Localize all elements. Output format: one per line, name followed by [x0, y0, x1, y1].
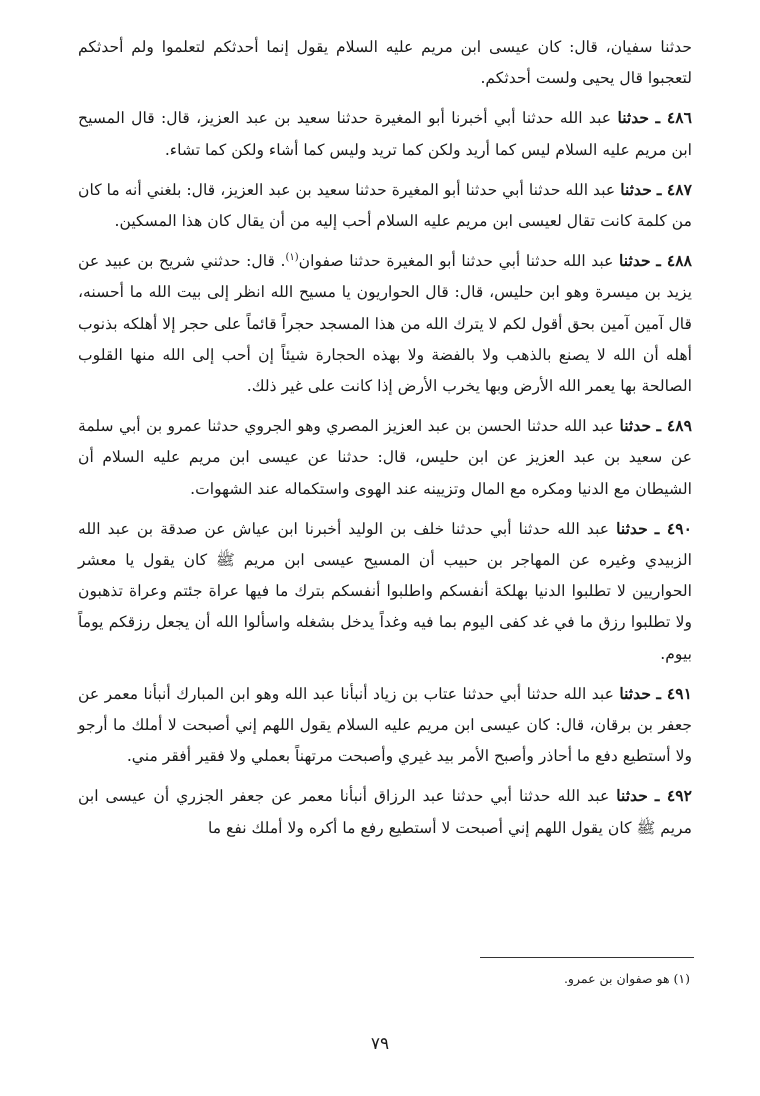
hadith-490: [78, 513, 692, 670]
hadith-keyword: حدثنا: [619, 416, 652, 436]
paragraph-text: حدثنا سفيان، قال: كان عيسى ابن مريم عليه السلام يقول إنما أحدثكم لتعلموا ولم أحدثكم لتعجبوا قال يحيى ولست أحدثكم.: [78, 38, 692, 88]
page-number: ٧٩: [370, 1034, 390, 1054]
hadith-491: [78, 678, 692, 773]
hadith-text: عبد الله حدثنا أبي حدثنا عبد الرزاق أنبأنا معمر عن جعفر الجزري أن عيسى ابن مريم ﷺ كان يقول اللهم إني أصبحت لا أستطيع رفع ما أكره ولا أملك نفع ما: [78, 787, 692, 837]
hadith-486: [78, 102, 692, 165]
hadith-number: ٤٩١ ـ: [656, 683, 693, 703]
hadith-number: ٤٩٢ ـ: [654, 786, 693, 806]
hadith-keyword: حدثنا: [619, 683, 651, 703]
hadith-keyword: حدثنا: [619, 251, 651, 271]
footnote-marker[interactable]: (١): [285, 252, 299, 264]
hadith-text-tail: . قال: حدثني شريح بن عبيد عن يزيد بن ميسرة وهو ابن حليس، قال: قال الحواريون يا مسيح الله انظر إلى بيت الله ما أحسنه، قال آمين آمين بحق أقول لكم لا يترك الله من هذا المسجد حجراً قائماً على حجر إلا أهلكه بذنوب أهله أن الله لا يصنع بالذهب ولا بالفضة ولا بهذه الحجارة شيئاً إن أحب إلى الله منها القلوب الصالحة بها يعمر الله الأرض وبها يخرب الأرض إذا كانت على غير ذلك.: [78, 252, 692, 396]
hadith-text: عبد الله حدثنا أبي أخبرنا أبو المغيرة حدثنا سعيد بن عبد العزيز، قال: قال المسيح ابن مريم عليه السلام ليس كما أريد ولكن كما تريد وليس كما أشاء ولكن كما تشاء.: [78, 109, 692, 159]
hadith-number: ٤٨٩ ـ: [656, 416, 692, 436]
hadith-number: ٤٨٦ ـ: [655, 108, 692, 128]
hadith-487: [78, 174, 692, 237]
hadith-text: عبد الله حدثنا أبي حدثنا أبو المغيرة حدثنا سعيد بن عبد العزيز، قال: بلغني أنه ما كان من كلمة كانت تقال لعيسى ابن مريم عليه السلام أحب إليه من أن يقال كان هذا المسكين.: [78, 180, 692, 231]
hadith-keyword: حدثنا: [617, 108, 650, 128]
hadith-number: ٤٨٧ ـ: [656, 179, 692, 199]
hadith-text: عبد الله حدثنا أبي حدثنا خلف بن الوليد أخبرنا ابن عياش عن صدقة بن عبد الله الزبيدي وغيره عن المهاجر بن حبيب أن المسيح عيسى ابن مريم ﷺ كان يقول يا معشر الحواريين لا تطلبوا الدنيا بهلكة أنفسكم واطلبوا أنفسكم بترك ما فيها عراة جئتم وعراة تذهبون ولا تطلبوا رزق ما في غد كفى اليوم بما فيه وغداً يدخل بشغله واسألوا الله أن يجعل رزقكم يوماً بيوم.: [78, 519, 692, 663]
hadith-text: عبد الله حدثنا الحسن بن عبد العزيز المصري وهو الجروي حدثنا عمرو بن أبي سلمة عن سعيد بن عبد العزيز عن ابن حليس، قال: حدثنا عن عيسى ابن مريم عليه السلام أن الشيطان مع الدنيا ومكره مع المال وتزيينه عند الهوى واستكماله عند الشهوات.: [78, 417, 692, 498]
footnote: (١) هو صفوان بن عمرو.: [563, 971, 690, 986]
hadith-keyword: حدثنا: [620, 179, 652, 199]
hadith-488: [78, 245, 692, 402]
hadith-keyword: حدثنا: [616, 786, 648, 806]
hadith-492: [78, 780, 692, 843]
hadith-489: [78, 410, 692, 505]
hadith-number: ٤٨٨ ـ: [656, 251, 693, 271]
footnote-divider: [480, 957, 694, 958]
page-body: [78, 32, 692, 852]
hadith-text: عبد الله حدثنا أبي حدثنا أبو المغيرة حدثنا صفوان: [298, 252, 614, 271]
paragraph-continuation: [78, 32, 692, 94]
hadith-keyword: حدثنا: [616, 518, 648, 538]
hadith-number: ٤٩٠ ـ: [654, 518, 692, 538]
hadith-text: عبد الله حدثنا أبي حدثنا عتاب بن زياد أنبأنا عبد الله وهو ابن المبارك أنبأنا معمر عن جعفر بن برقان، قال: كان عيسى ابن مريم عليه السلام يقول اللهم إني أصبحت لا أملك ما أرجو ولا أستطيع دفع ما أحاذر وأصبح الأمر بيد غيري وأصبحت مرتهناً بعملي ولا فقير أفقر مني.: [78, 684, 692, 766]
